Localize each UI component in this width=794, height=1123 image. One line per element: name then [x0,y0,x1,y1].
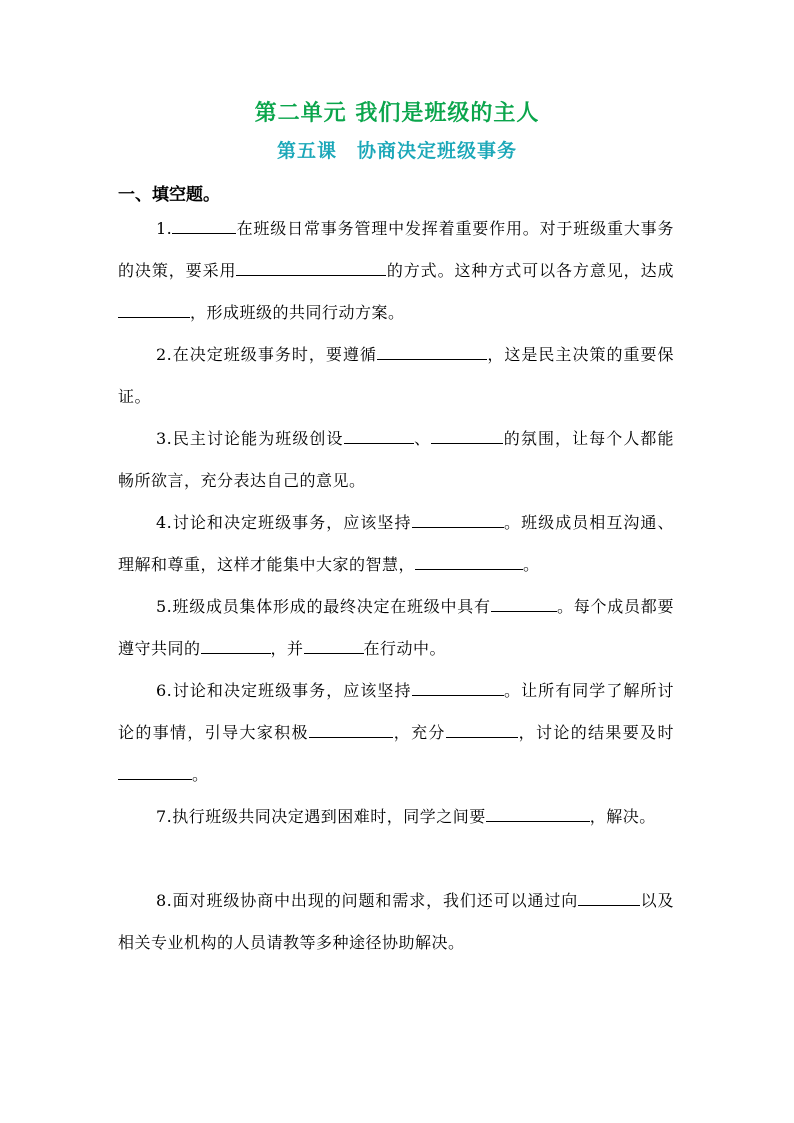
question-text: ，并 [270,639,304,658]
question-text: ，这是民主决策的重要保证。 [118,345,674,406]
question-text: 6.讨论和决定班级事务，应该坚持 [156,681,412,700]
answer-blank[interactable] [201,635,271,654]
unit-title: 第二单元 我们是班级的主人 [254,101,540,126]
question-text: 在班级日常事务管理中发挥着重要作用。对于班级重大事务的决策，要采用 [118,219,674,280]
question-text: ，讨论的结果要及时 [517,723,674,742]
question-1 [118,208,674,334]
question-text: 以及相关专业机构的人员请教等多种途径协助解决。 [118,891,674,952]
question-text: 7.执行班级共同决定遇到困难时，同学之间要 [156,807,486,826]
answer-blank[interactable] [236,257,386,276]
lesson-title: 第五课 协商决定班级事务 [276,140,517,162]
question-text: 1. [156,219,173,238]
question-4 [118,502,674,586]
answer-blank[interactable] [486,803,590,822]
question-text: 的氛围，让每个人都能畅所欲言，充分表达自己的意见。 [118,429,674,490]
question-text: 4.讨论和决定班级事务，应该坚持 [156,513,412,532]
answer-blank[interactable] [431,425,503,444]
question-text: 的方式。这种方式可以各方意见，达成 [386,261,674,280]
answer-blank[interactable] [412,509,504,528]
question-text: 。让所有同学了解所讨论的事情，引导大家积极 [118,681,674,742]
answer-blank[interactable] [578,887,640,906]
question-3 [118,418,674,502]
question-5 [118,586,674,670]
question-2 [118,334,674,418]
question-text: 在行动中。 [363,639,447,658]
answer-blank[interactable] [446,719,518,738]
question-text: ，形成班级的共同行动方案。 [190,303,405,322]
question-text: 。 [192,765,209,784]
answer-blank[interactable] [491,593,557,612]
question-6 [118,670,674,796]
question-text: 。 [523,555,540,574]
answer-blank[interactable] [415,551,523,570]
answer-blank[interactable] [344,425,414,444]
section-heading: 一、填空题。 [118,185,220,205]
question-7 [118,796,674,838]
question-text: ，解决。 [589,807,656,826]
answer-blank[interactable] [172,215,236,234]
answer-blank[interactable] [412,677,504,696]
question-text: ，充分 [392,723,446,742]
question-text: 8.面对班级协商中出现的问题和需求，我们还可以通过向 [156,891,579,910]
question-text: 5.班级成员集体形成的最终决定在班级中具有 [156,597,491,616]
answer-blank[interactable] [118,761,192,780]
answer-blank[interactable] [304,635,364,654]
answer-blank[interactable] [309,719,393,738]
question-text: 、 [413,429,432,448]
question-text: 。每个成员都要遵守共同的 [118,597,674,658]
answer-blank[interactable] [118,299,190,318]
answer-blank[interactable] [377,341,487,360]
question-text: 2.在决定班级事务时，要遵循 [156,345,377,364]
question-text: 3.民主讨论能为班级创设 [156,429,344,448]
question-text: 。班级成员相互沟通、理解和尊重，这样才能集中大家的智慧， [118,513,674,574]
question-8 [118,880,674,964]
